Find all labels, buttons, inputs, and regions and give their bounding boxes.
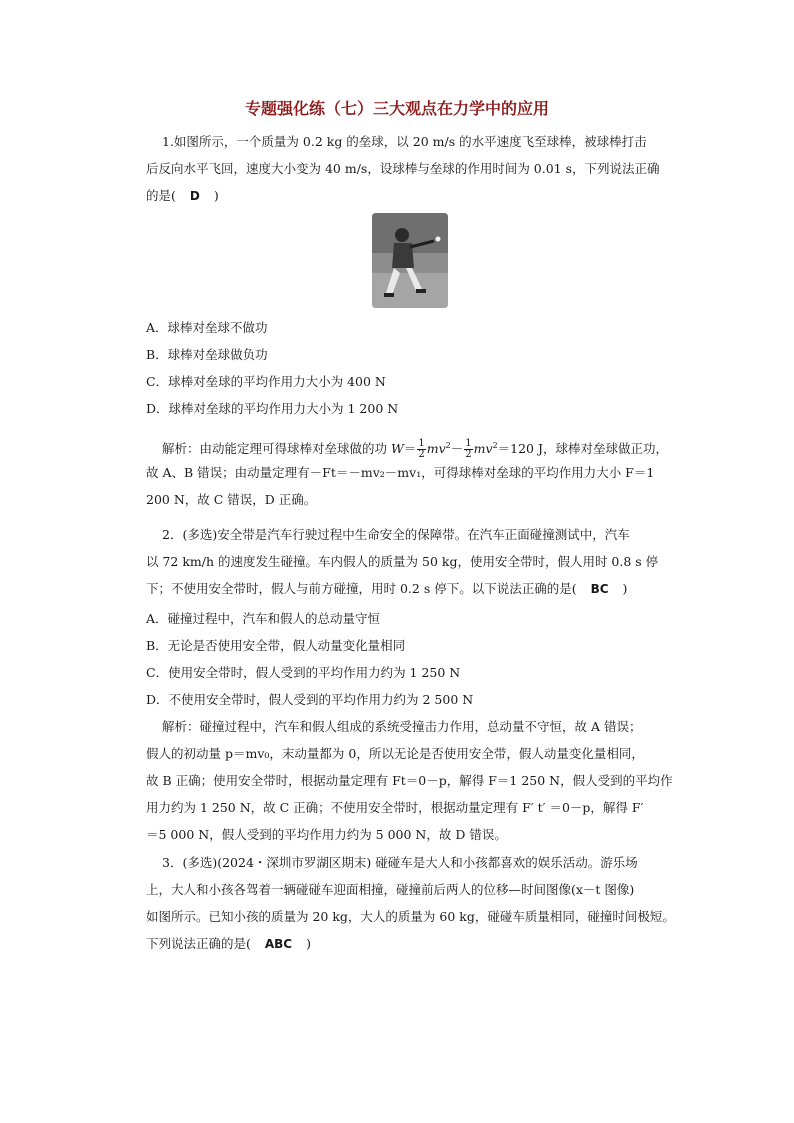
q2-exp-line-2: 假人的初动量 p＝mv₀，末动量都为 0，所以无论是否使用安全带，假人动量变化量相同， <box>146 746 644 761</box>
q2-answer: BC <box>590 582 609 596</box>
q1-exp-mv-2: mv <box>426 441 446 457</box>
q2-explanation <box>146 713 678 848</box>
q1-fraction-2 <box>464 439 472 460</box>
q1-frac-den-2: 2 <box>465 449 472 461</box>
q1-exp-minus: － <box>450 441 464 457</box>
q2-option-b: B．无论是否使用安全带，假人动量变化量相同 <box>146 638 406 653</box>
q1-frac-num-1: 1 <box>418 438 425 450</box>
q1-frac-den-1: 2 <box>418 449 425 461</box>
q1-exp-line-2: 故 A、B 错误；由动量定理有－Ft＝－mv₂－mv₁，可得球棒对垒球的平均作用力大小 F＝1 <box>146 465 655 480</box>
q1-stem-close: ) <box>213 188 219 203</box>
q2-stem-close: ) <box>622 581 628 596</box>
q1-answer: D <box>189 189 200 203</box>
q1-fraction-1 <box>417 439 425 460</box>
q2-line-3 <box>146 575 678 602</box>
page-title: 专题强化练（七）三大观点在力学中的应用 <box>244 99 549 118</box>
q3-line-3: 如图所示。已知小孩的质量为 20 kg，大人的质量为 60 kg，碰碰车质量相同，碰撞时间极短。 <box>146 909 675 924</box>
q3-stem-end: 下列说法正确的是( <box>146 936 251 951</box>
q1-option-a: A．球棒对垒球不做功 <box>146 320 268 335</box>
batter-image-icon <box>372 213 448 308</box>
q3-answer: ABC <box>264 937 293 951</box>
q1-explanation <box>146 432 678 513</box>
q3-line-1: 3．(多选)(2024・深圳市罗湖区期末) 碰碰车是大人和小孩都喜欢的娱乐活动。游乐场 <box>162 855 638 870</box>
q1-exp-mv-1: mv <box>473 441 493 457</box>
q2-exp-line-1: 解析：碰撞过程中，汽车和假人组成的系统受撞击力作用，总动量不守恒，故 A 错误； <box>162 719 642 734</box>
q1-option-c: C．球棒对垒球的平均作用力大小为 400 N <box>146 374 386 389</box>
q2-stem-end: 下；不使用安全带时，假人与前方碰撞，用时 0.2 s 停下。以下说法正确的是( <box>146 581 577 596</box>
q1-option-b: B．球棒对垒球做负功 <box>146 347 268 362</box>
q2-option-d: D．不使用安全带时，假人受到的平均作用力约为 2 500 N <box>146 692 474 707</box>
q1-exp-text-a: 解析：由动能定理可得球棒对垒球做的功 <box>162 441 391 457</box>
q3-line-4 <box>146 930 678 957</box>
question-3 <box>146 849 678 957</box>
q1-line-1: 1.如图所示，一个质量为 0.2 kg 的垒球，以 20 m/s 的水平速度飞至球棒，被球棒打击 <box>162 134 647 149</box>
baseball-batter-photo <box>372 213 448 308</box>
q3-stem-close: ) <box>306 936 311 951</box>
q2-line-1: 2．(多选)安全带是汽车行驶过程中生命安全的保障带。在汽车正面碰撞测试中，汽车 <box>162 527 630 542</box>
q1-exp-text-b: ＝120 J，球棒对垒球做正功， <box>497 441 668 457</box>
q3-line-2: 上，大人和小孩各驾着一辆碰碰车迎面相撞，碰撞前后两人的位移—时间图像(x－t 图像) <box>146 882 635 897</box>
q1-line-3 <box>146 182 678 209</box>
q2-exp-line-3: 故 B 正确；使用安全带时，根据动量定理有 Ft＝0－p，解得 F＝1 250 N，假人受到的平均作 <box>146 773 673 788</box>
q2-line-2: 以 72 km/h 的速度发生碰撞。车内假人的质量为 50 kg，使用安全带时，假人用时 0.8 s 停 <box>146 554 659 569</box>
q1-stem-end: 的是( <box>146 188 176 203</box>
q1-exp-line-3: 200 N，故 C 错误，D 正确。 <box>146 492 317 507</box>
q2-option-a: A．碰撞过程中，汽车和假人的总动量守恒 <box>146 611 381 626</box>
q2-exp-line-4: 用力约为 1 250 N，故 C 正确；不使用安全带时，根据动量定理有 F′ t′ ＝0－p，解得 F′ <box>146 800 644 815</box>
q1-frac-num-2: 1 <box>465 438 472 450</box>
q1-line-2: 后反向水平飞回，速度大小变为 40 m/s，设球棒与垒球的作用时间为 0.01 s，下列说法正确 <box>146 161 660 176</box>
question-2 <box>146 521 678 602</box>
q2-exp-line-5: ＝5 000 N，假人受到的平均作用力约为 5 000 N，故 D 错误。 <box>146 827 507 842</box>
q1-exp-eq: ＝ <box>403 441 417 457</box>
q1-exp-w: W <box>390 441 404 457</box>
q1-exp-line-1: 解析：由动能定理可得球棒对垒球做的功 W＝ $\frac{1}{2}$ $mv^2-$ $\frac{1}{2}$ $mv^2=120$ J，球棒对垒球做正功， <box>162 438 668 461</box>
question-1 <box>146 128 678 209</box>
q1-option-d: D．球棒对垒球的平均作用力大小为 1 200 N <box>146 401 399 416</box>
q2-option-c: C．使用安全带时，假人受到的平均作用力约为 1 250 N <box>146 665 461 680</box>
